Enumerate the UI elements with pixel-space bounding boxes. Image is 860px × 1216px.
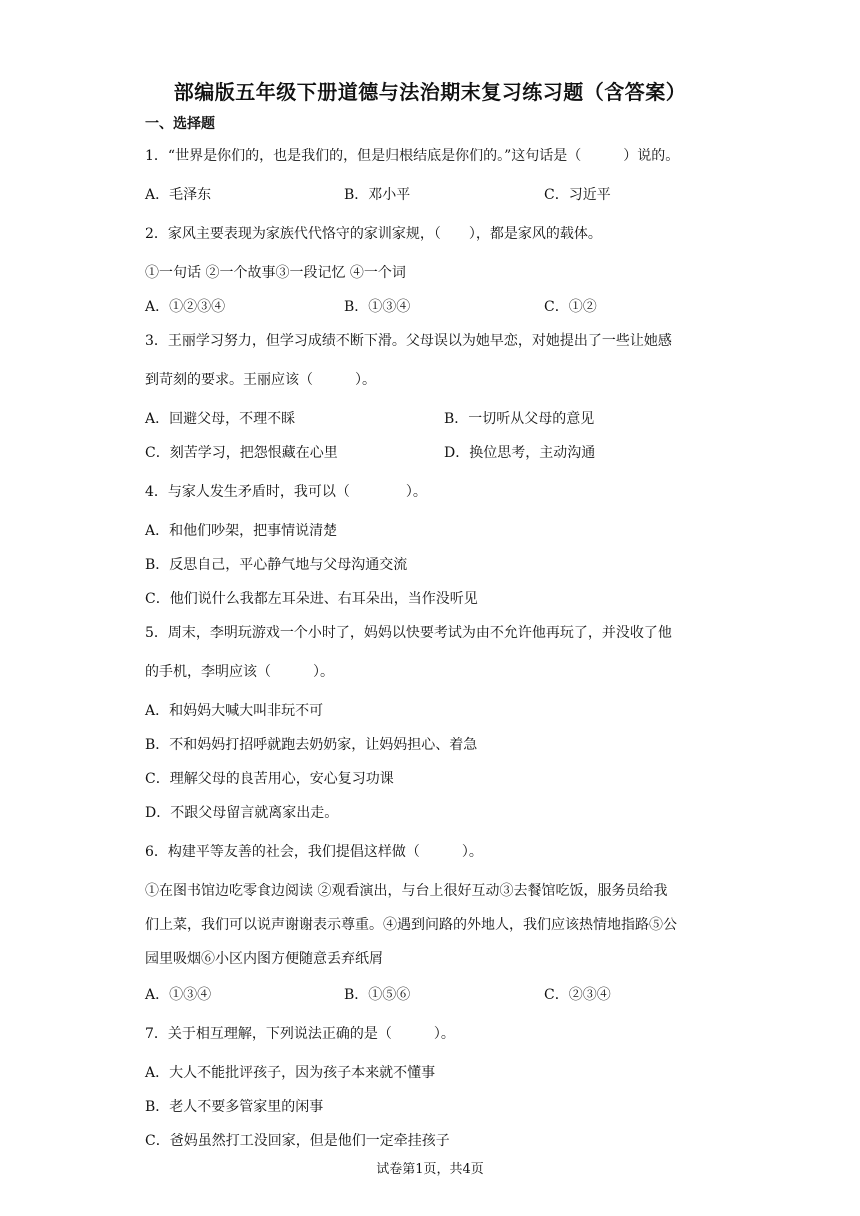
question-2-option-c: C．①②: [544, 299, 597, 315]
question-6-items-line-2: 们上菜，我们可以说声谢谢表示尊重。④遇到问路的外地人，我们应该热情地指路⑤公: [145, 917, 677, 933]
question-7-option-c: C．爸妈虽然打工没回家，但是他们一定牵挂孩子: [145, 1133, 450, 1149]
question-3-stem-line-2: 到苛刻的要求。王丽应该（ ）。: [145, 372, 376, 388]
page-footer: 试卷第1页，共4页: [376, 1162, 484, 1177]
question-6-option-b: B．①⑤⑥: [344, 987, 411, 1003]
section-heading: 一、选择题: [145, 116, 215, 132]
question-3-option-c: C．刻苦学习，把怨恨藏在心里: [145, 445, 338, 461]
question-1-option-c: C．习近平: [544, 187, 611, 203]
question-7-option-a: A．大人不能批评孩子，因为孩子本来就不懂事: [145, 1065, 436, 1081]
question-3-stem-line-1: 3．王丽学习努力，但学习成绩不断下滑。父母误以为她早恋，对她提出了一些让她感: [145, 333, 672, 349]
question-4-stem: 4．与家人发生矛盾时，我可以（ ）。: [145, 484, 427, 500]
question-5-stem-line-1: 5．周末，李明玩游戏一个小时了，妈妈以快要考试为由不允许他再玩了，并没收了他: [145, 625, 672, 641]
question-3-option-d: D．换位思考，主动沟通: [444, 445, 596, 461]
question-6-option-a: A．①③④: [145, 987, 212, 1003]
question-6-stem: 6．构建平等友善的社会，我们提倡这样做（ ）。: [145, 844, 483, 860]
question-4-option-b: B．反思自己，平心静气地与父母沟通交流: [145, 557, 408, 573]
question-7-option-b: B．老人不要多管家里的闲事: [145, 1099, 324, 1115]
question-1-option-b: B．邓小平: [344, 187, 411, 203]
question-2-stem: 2．家风主要表现为家族代代恪守的家训家规，（ ），都是家风的载体。: [145, 226, 602, 242]
question-5-option-b: B．不和妈妈打招呼就跑去奶奶家，让妈妈担心、着急: [145, 737, 478, 753]
question-2-option-b: B．①③④: [344, 299, 411, 315]
question-6-option-c: C．②③④: [544, 987, 611, 1003]
question-1-option-a: A．毛泽东: [145, 187, 212, 203]
question-4-option-a: A．和他们吵架，把事情说清楚: [145, 523, 338, 539]
question-5-option-c: C．理解父母的良苦用心，安心复习功课: [145, 771, 394, 787]
question-5-option-d: D．不跟父母留言就离家出走。: [145, 805, 339, 821]
question-5-stem-line-2: 的手机，李明应该（ ）。: [145, 664, 334, 680]
question-7-stem: 7．关于相互理解，下列说法正确的是（ ）。: [145, 1026, 455, 1042]
question-3-option-b: B．一切听从父母的意见: [444, 411, 595, 427]
question-4-option-c: C．他们说什么我都左耳朵进、右耳朵出，当作没听见: [145, 591, 478, 607]
question-2-items: ①一句话 ②一个故事③一段记忆 ④一个词: [145, 265, 406, 281]
question-2-option-a: A．①②③④: [145, 299, 226, 315]
question-6-items-line-1: ①在图书馆边吃零食边阅读 ②观看演出，与台上很好互动③去餐馆吃饭，服务员给我: [145, 883, 668, 899]
question-5-option-a: A．和妈妈大喊大叫非玩不可: [145, 703, 324, 719]
question-6-items-line-3: 园里吸烟⑥小区内图方便随意丢弃纸屑: [145, 951, 383, 967]
question-1-stem: 1．“世界是你们的，也是我们的，但是归根结底是你们的。”这句话是（ ）说的。: [145, 148, 680, 164]
page-title: 部编版五年级下册道德与法治期末复习练习题（含答案）: [173, 80, 687, 104]
question-3-option-a: A．回避父母，不理不睬: [145, 411, 296, 427]
